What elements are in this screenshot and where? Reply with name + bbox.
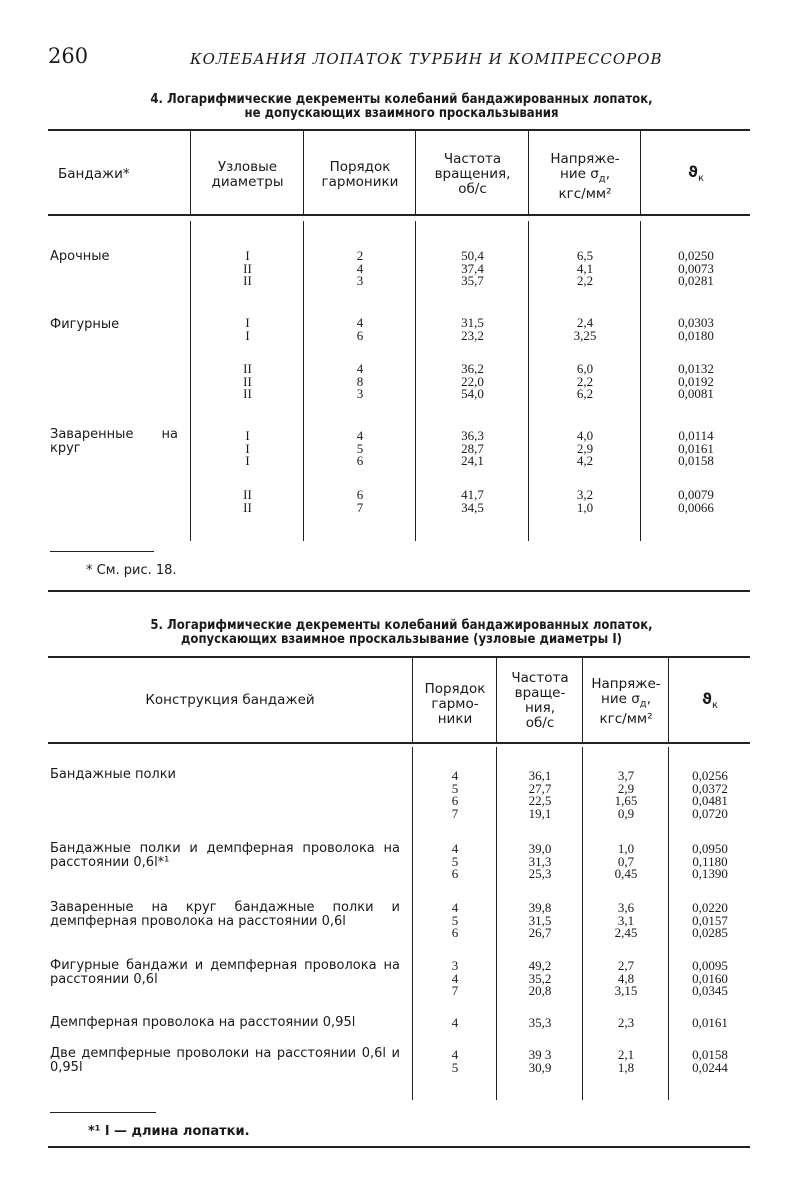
table5-footnote-rule [50, 1112, 156, 1113]
table4-cell-stress: 6,5 4,1 2,2 [576, 248, 594, 289]
table5-header-construction: Конструкция бандажей [145, 692, 315, 708]
theta-symbol: ϑ [702, 690, 712, 708]
table5-cell-frequency: 39 3 30,9 [528, 1047, 552, 1075]
table4-footnote: * См. рис. 18. [86, 563, 177, 578]
table5-header-decrement [670, 692, 750, 713]
table5-top-rule [48, 656, 750, 658]
table4-cell-frequency: 31,5 23,2 [461, 315, 484, 343]
stress-header-line1: Напряже- [550, 151, 620, 167]
table4-header-harmonic: Порядок гармоники [321, 159, 399, 190]
table5-col-divider [496, 747, 497, 1100]
table5-cell-frequency: 39,8 31,5 26,7 [528, 900, 552, 941]
table5-header-stress [584, 677, 668, 727]
table5-col-divider [668, 658, 669, 742]
table5-row-label: Две демпферные проволоки на расстоянии 0,6l и 0,95l [50, 1046, 400, 1075]
table4-cell-harmonic: 6 7 [356, 487, 364, 515]
table4-cell-frequency: 36,3 28,7 24,1 [461, 428, 484, 469]
table4-col-divider [528, 221, 529, 541]
table4-cell-stress: 6,0 2,2 6,2 [576, 361, 594, 402]
table4-cell-harmonic: 4 5 6 [356, 428, 364, 469]
table5-col-divider [412, 658, 413, 742]
table5-cell-harmonic: 4 [451, 1015, 459, 1030]
table5-cell-harmonic: 4 5 [451, 1047, 459, 1075]
table4-cell-frequency: 36,2 22,0 54,0 [461, 361, 484, 402]
table4-cell-diameters: II II [243, 487, 252, 515]
table4-col-divider [303, 131, 304, 214]
table5-cell-stress: 2,7 4,8 3,15 [614, 958, 638, 999]
table4-cell-frequency: 50,4 37,4 35,7 [461, 248, 484, 289]
table4-cell-decrement: 0,0250 0,0073 0,0281 [678, 248, 714, 289]
table5-cell-harmonic: 4 5 6 [451, 900, 459, 941]
theta-subscript: к [711, 700, 718, 711]
running-head: КОЛЕБАНИЯ ЛОПАТОК ТУРБИН И КОМПРЕССОРОВ [190, 50, 663, 68]
table4-cell-decrement: 0,0303 0,0180 [678, 315, 714, 343]
table4-col-divider [640, 131, 641, 214]
table5-cell-decrement: 0,0158 0,0244 [692, 1047, 728, 1075]
stress-header-sub: д [639, 698, 647, 710]
table5-cell-decrement: 0,0220 0,0157 0,0285 [692, 900, 728, 941]
table5-cell-decrement: 0,0950 0,1180 0,1390 [692, 841, 728, 882]
table4-header-frequency: Частота вращения, об/с [434, 151, 511, 197]
table5-cell-frequency: 36,1 27,7 22,5 19,1 [528, 768, 552, 822]
table4-cell-diameters: I I I [245, 428, 250, 469]
table4-caption-line1: 4. Логарифмические декременты колебаний бандажированных лопаток, [150, 92, 653, 107]
table5-col-divider [582, 747, 583, 1100]
table5-cell-frequency: 49,2 35,2 20,8 [528, 958, 552, 999]
table4-cell-diameters: II II II [243, 361, 252, 402]
table5-cell-harmonic: 4 5 6 [451, 841, 459, 882]
table4-col-divider [303, 221, 304, 541]
theta-subscript: к [697, 173, 704, 184]
stress-header-text: ние σ [601, 691, 640, 707]
table5-cell-stress: 3,7 2,9 1,65 0,9 [614, 768, 638, 822]
table5-cell-decrement: 0,0095 0,0160 0,0345 [692, 958, 728, 999]
table5-bottom-rule [48, 1146, 750, 1148]
table4-bottom-rule [48, 590, 750, 592]
table5-cell-harmonic: 4 5 6 7 [451, 768, 459, 822]
table4-header-rule [48, 214, 750, 216]
table4-col-divider [640, 221, 641, 541]
table4-header-nodal-diameters: Узловые диаметры [211, 159, 284, 190]
table5-col-divider [668, 747, 669, 1100]
table4-cell-frequency: 41,7 34,5 [461, 487, 484, 515]
table5-row-label: Бандажные полки и демпферная проволока на расстоянии 0,6l*¹ [50, 841, 400, 870]
table4-cell-harmonic: 2 4 3 [356, 248, 364, 289]
table5-caption-line1: 5. Логарифмические декременты колебаний бандажированных лопаток, [150, 618, 653, 633]
table5-cell-harmonic: 3 4 7 [451, 958, 459, 999]
table5-cell-decrement: 0,0161 [692, 1015, 728, 1030]
stress-header-line2 [584, 692, 668, 712]
table5-col-divider [496, 658, 497, 742]
stress-header-comma: , [605, 166, 610, 182]
stress-header-text: ние σ [560, 166, 599, 182]
table4-cell-stress: 4,0 2,9 4,2 [576, 428, 594, 469]
table4-col-divider [528, 131, 529, 214]
table4-row-label: Арочные [50, 249, 110, 264]
stress-header-comma: , [646, 691, 651, 707]
table5-cell-stress: 2,1 1,8 [617, 1047, 635, 1075]
table4-header-decrement [642, 165, 750, 186]
table5-caption-line2: допускающих взаимное проскальзывание (узловые диаметры I) [180, 632, 623, 647]
table5-cell-stress: 3,6 3,1 2,45 [614, 900, 638, 941]
table4-cell-decrement: 0,0079 0,0066 [678, 487, 714, 515]
table5-row-label: Бандажные полки [50, 767, 177, 782]
table4-cell-stress: 2,4 3,25 [573, 315, 597, 343]
table4-footnote-rule [50, 551, 154, 552]
table4-cell-harmonic: 4 6 [356, 315, 364, 343]
table4-cell-diameters: I II II [243, 248, 252, 289]
table5-footnote: *¹ l — длина лопатки. [88, 1124, 250, 1139]
table4-cell-harmonic: 4 8 3 [356, 361, 364, 402]
table4-top-rule [48, 129, 750, 131]
table4-cell-decrement: 0,0114 0,0161 0,0158 [678, 428, 714, 469]
table4-col-divider [415, 221, 416, 541]
page-number: 260 [48, 44, 89, 68]
theta-symbol: ϑ [688, 163, 698, 181]
table4-row-label: Фигурные [50, 317, 120, 332]
table4-cell-diameters: I I [245, 315, 250, 343]
table5-cell-frequency: 39,0 31,3 25,3 [528, 841, 552, 882]
table4-header-bands: Бандажи* [58, 166, 130, 182]
table5-cell-stress: 2,3 [617, 1015, 635, 1030]
table5-col-divider [582, 658, 583, 742]
table4-col-divider [415, 131, 416, 214]
table4-header-stress [530, 152, 640, 202]
stress-header-line1: Напряже- [591, 676, 661, 692]
table5-row-label: Демпферная проволока на расстоянии 0,95l [50, 1015, 356, 1030]
table5-cell-stress: 1,0 0,7 0,45 [614, 841, 638, 882]
table5-col-divider [412, 747, 413, 1100]
table5-row-label: Фигурные бандажи и демпферная проволока на расстоянии 0,6l [50, 958, 400, 987]
table5-cell-frequency: 35,3 [528, 1015, 552, 1030]
table4-cell-stress: 3,2 1,0 [576, 487, 594, 515]
stress-header-units: кгс/мм² [558, 185, 612, 202]
stress-header-units: кгс/мм² [599, 710, 653, 727]
table4-col-divider [190, 131, 191, 214]
table5-header-rule [48, 742, 750, 744]
table4-cell-decrement: 0,0132 0,0192 0,0081 [678, 361, 714, 402]
table5-row-label: Заваренные на круг бандажные полки и демпферная проволока на расстоянии 0,6l [50, 900, 400, 929]
stress-header-sub: д [598, 173, 606, 185]
table5-header-frequency: Частота враще- ния, об/с [511, 670, 569, 731]
table5-header-harmonic: Порядок гармо- ники [424, 681, 486, 727]
table4-row-label: Заваренные на круг [50, 427, 178, 456]
table4-col-divider [190, 221, 191, 541]
stress-header-line2 [530, 167, 640, 187]
table5-cell-decrement: 0,0256 0,0372 0,0481 0,0720 [692, 768, 728, 822]
table4-caption-line2: не допускающих взаимного проскальзывания [244, 106, 559, 121]
